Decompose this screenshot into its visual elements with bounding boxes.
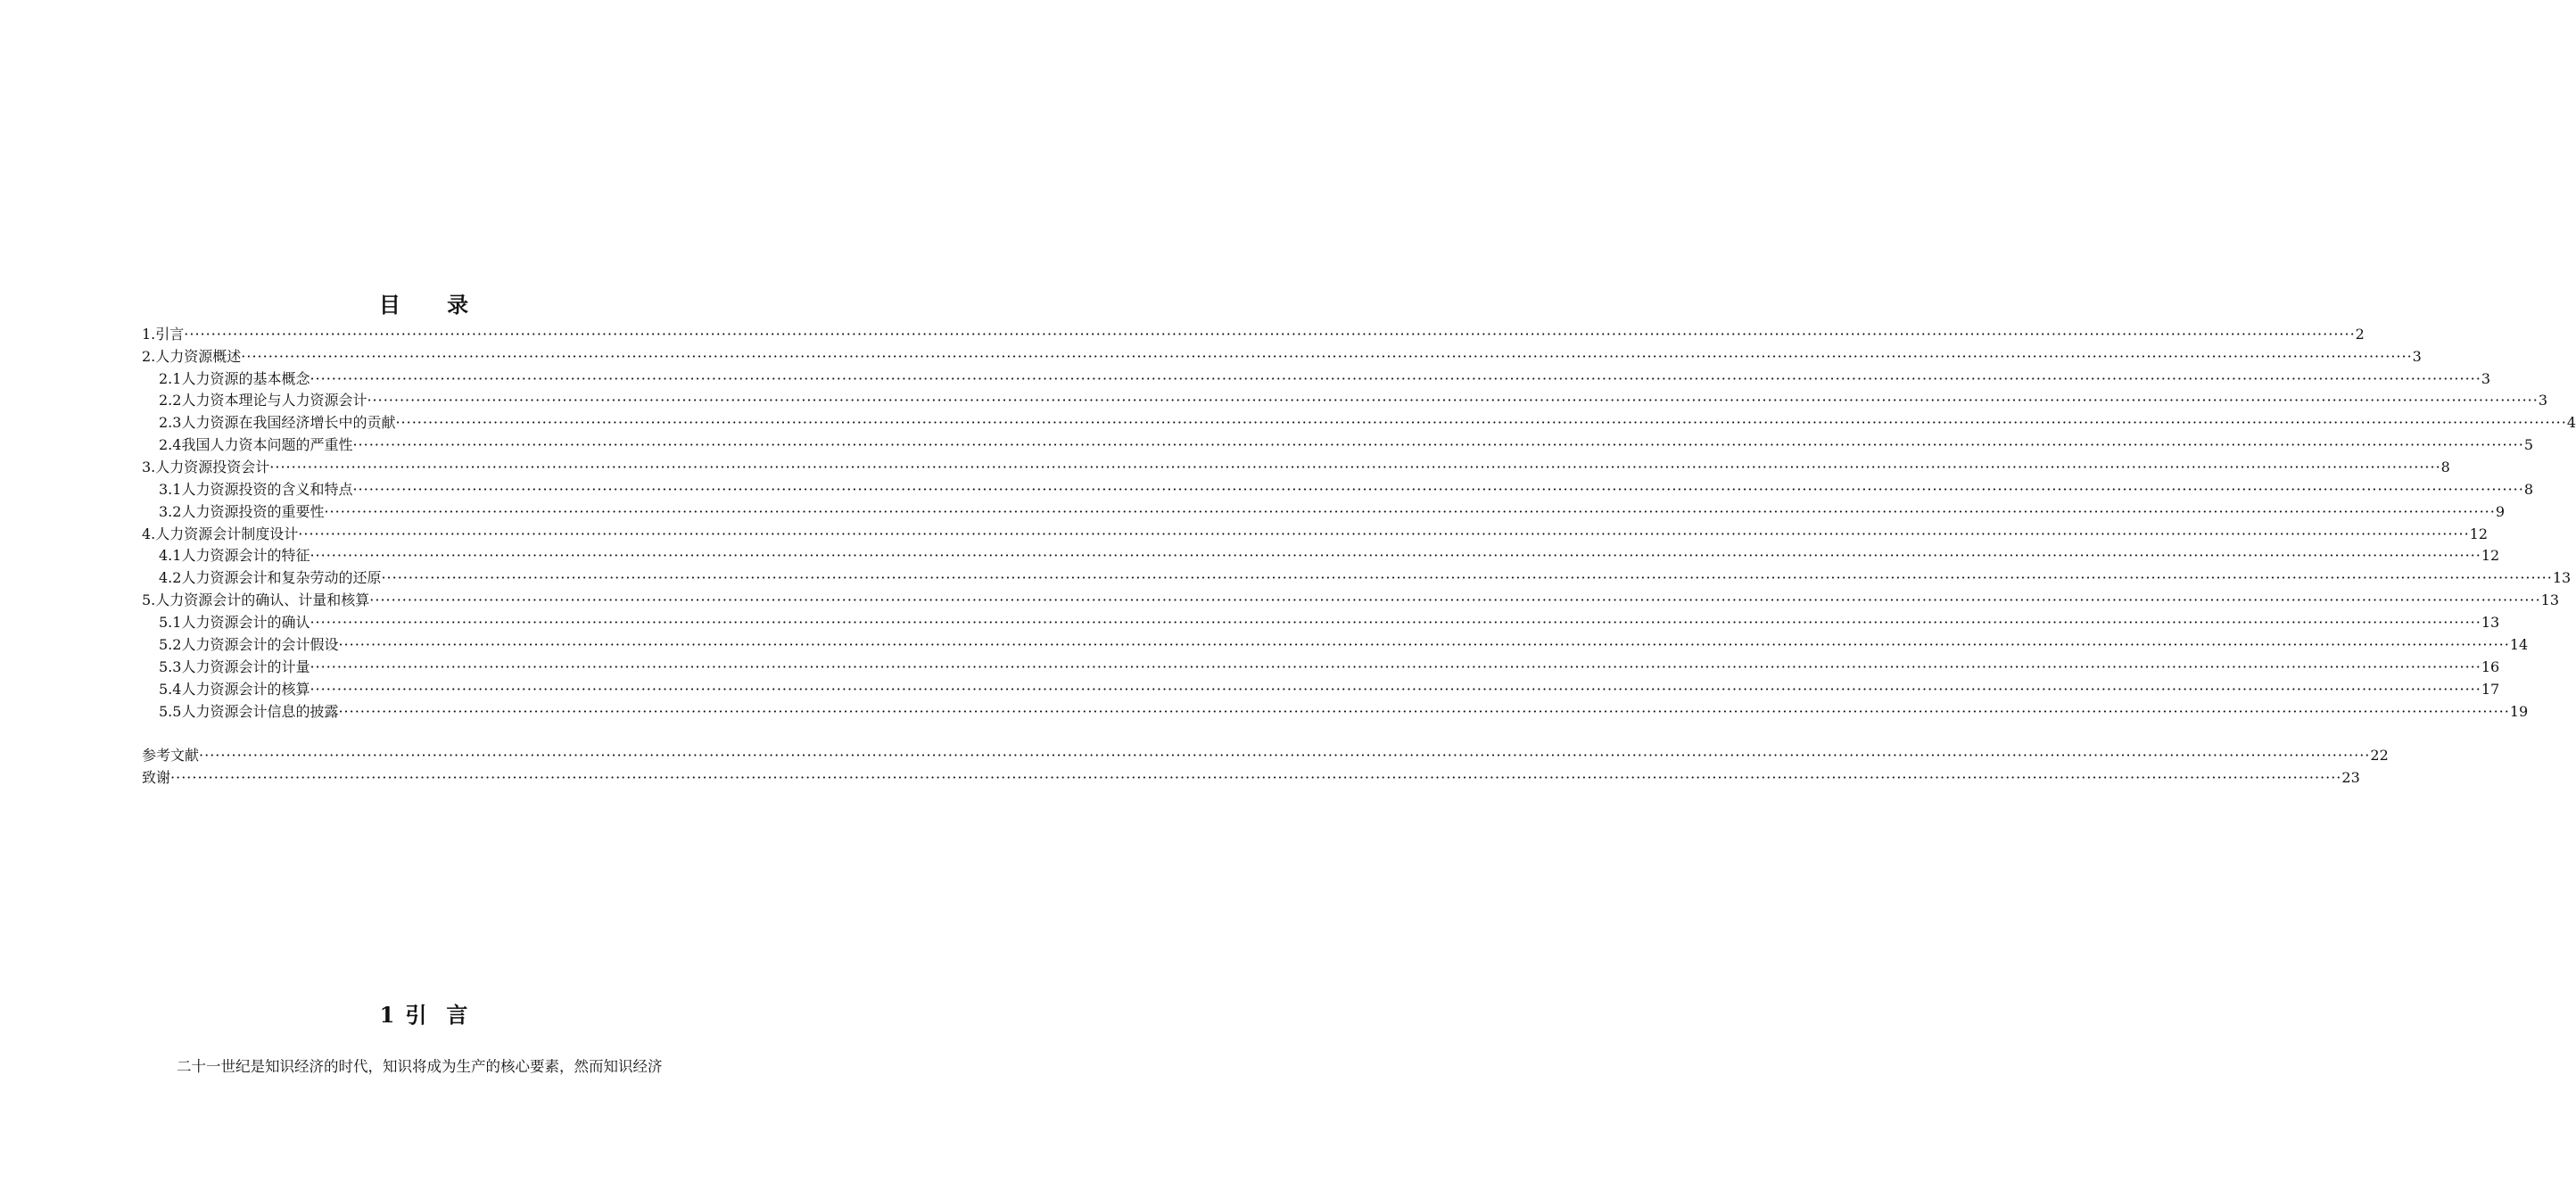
toc-entry-page: 2 bbox=[2355, 326, 2365, 343]
toc-entry-page: 4 bbox=[2566, 414, 2576, 431]
toc-entry-label: 2.4我国人力资本问题的严重性 bbox=[159, 436, 353, 453]
toc-entry-page: 3 bbox=[2481, 370, 2491, 387]
toc-entry[interactable] bbox=[159, 680, 2500, 699]
toc-dot-leader: ················································································································································································································································································································································································································ bbox=[381, 569, 2553, 586]
toc-dot-leader: ················································································································································································································································································································································································································ bbox=[369, 591, 2541, 608]
toc-entry-page: 3 bbox=[2538, 392, 2548, 409]
toc-entry-label: 5.3人力资源会计的计量 bbox=[159, 658, 310, 675]
toc-dot-leader: ················································································································································································································································································································································································································ bbox=[310, 681, 2481, 698]
body-paragraph: 二十一世纪是知识经济的时代，知识将成为生产的核心要素，然而知识经济 bbox=[177, 1058, 663, 1075]
toc-dot-leader: ················································································································································································································································································································································································································ bbox=[184, 326, 2356, 343]
toc-dot-leader: ················································································································································································································································································································································································································ bbox=[338, 703, 2510, 720]
toc-entry[interactable] bbox=[142, 347, 2422, 367]
toc-entry-label: 4.2人力资源会计和复杂劳动的还原 bbox=[159, 569, 382, 586]
toc-entry[interactable] bbox=[142, 525, 2489, 544]
toc-dot-leader: ················································································································································································································································································································································································································ bbox=[298, 525, 2470, 542]
toc-entry-label: 2.1人力资源的基本概念 bbox=[159, 370, 310, 387]
toc-dot-leader: ················································································································································································································································································································································································································ bbox=[269, 459, 2441, 475]
toc-entry-page: 12 bbox=[2481, 547, 2500, 564]
toc-dot-leader: ················································································································································································································································································································································································································ bbox=[352, 436, 2524, 453]
toc-entry[interactable] bbox=[159, 391, 2548, 410]
toc-entry[interactable] bbox=[159, 435, 2534, 455]
toc-entry-page: 13 bbox=[2540, 591, 2560, 608]
toc-entry-page: 14 bbox=[2509, 636, 2529, 653]
toc-entry[interactable] bbox=[159, 657, 2500, 677]
section-number: 1 bbox=[379, 1002, 395, 1028]
toc-title: 目 录 bbox=[378, 292, 489, 318]
toc-dot-leader: ················································································································································································································································································································································································································ bbox=[170, 769, 2342, 786]
toc-entry-label: 5.2人力资源会计的会计假设 bbox=[159, 636, 339, 653]
toc-dot-leader: ················································································································································································································································································································································································································ bbox=[310, 614, 2481, 631]
toc-entry-label: 2.人力资源概述 bbox=[142, 348, 242, 365]
toc-entry[interactable] bbox=[142, 325, 2365, 344]
section-title-part1: 引 bbox=[405, 1002, 427, 1028]
toc-entry-page: 8 bbox=[2523, 481, 2534, 498]
toc-entry-label: 4.1人力资源会计的特征 bbox=[159, 547, 310, 564]
toc-entry[interactable] bbox=[159, 502, 2506, 522]
toc-entry-label: 1.引言 bbox=[142, 326, 185, 343]
toc-entry-page: 16 bbox=[2481, 658, 2500, 675]
toc-entry-page: 19 bbox=[2509, 703, 2529, 720]
toc-entry[interactable] bbox=[142, 746, 2389, 765]
toc-entry-label: 2.3人力资源在我国经济增长中的贡献 bbox=[159, 414, 396, 431]
toc-entry-page: 23 bbox=[2341, 769, 2360, 786]
toc-entry[interactable] bbox=[159, 413, 2576, 433]
toc-entry[interactable] bbox=[159, 613, 2500, 633]
toc-dot-leader: ················································································································································································································································································································································································································ bbox=[310, 370, 2481, 387]
toc-entry-label: 2.2人力资本理论与人力资源会计 bbox=[159, 392, 367, 409]
toc-entry-page: 13 bbox=[2481, 614, 2500, 631]
toc-entry[interactable] bbox=[159, 635, 2529, 655]
section-heading bbox=[0, 997, 847, 1029]
toc-entry-page: 3 bbox=[2412, 348, 2422, 365]
toc-entry-page: 22 bbox=[2370, 747, 2389, 764]
toc-dot-leader: ················································································································································································································································································································································································································ bbox=[367, 392, 2539, 409]
toc-entry-label: 5.5人力资源会计信息的披露 bbox=[159, 703, 339, 720]
toc-dot-leader: ················································································································································································································································································································································································································ bbox=[395, 414, 2567, 431]
toc-entry-label: 3.人力资源投资会计 bbox=[142, 459, 270, 475]
toc-entry-page: 5 bbox=[2523, 436, 2534, 453]
toc-entry-label: 致谢 bbox=[142, 769, 171, 786]
toc-dot-leader: ················································································································································································································································································································································································································ bbox=[310, 547, 2481, 564]
toc-entry[interactable] bbox=[159, 546, 2500, 566]
toc-entry[interactable] bbox=[159, 702, 2529, 722]
toc-entry-label: 5.人力资源会计的确认、计量和核算 bbox=[142, 591, 370, 608]
toc-entry-page: 12 bbox=[2469, 525, 2489, 542]
toc-entry-label: 参考文献 bbox=[142, 747, 200, 764]
toc-entry-label: 5.1人力资源会计的确认 bbox=[159, 614, 310, 631]
toc-dot-leader: ················································································································································································································································································································································································································ bbox=[241, 348, 2413, 365]
toc-entry[interactable] bbox=[159, 369, 2491, 389]
toc-entry[interactable] bbox=[142, 591, 2560, 610]
toc-entry-page: 9 bbox=[2495, 503, 2506, 520]
toc-dot-leader: ················································································································································································································································································································································································································ bbox=[338, 636, 2510, 653]
toc-entry[interactable] bbox=[159, 480, 2534, 500]
section-title-part2: 言 bbox=[446, 1002, 468, 1028]
toc-entry-label: 3.2人力资源投资的重要性 bbox=[159, 503, 325, 520]
toc-entry[interactable] bbox=[142, 768, 2360, 788]
toc-entry[interactable] bbox=[142, 458, 2450, 477]
toc-dot-leader: ················································································································································································································································································································································································································ bbox=[352, 481, 2524, 498]
toc-dot-leader: ················································································································································································································································································································································································································ bbox=[310, 658, 2481, 675]
toc-entry-page: 8 bbox=[2440, 459, 2450, 475]
toc-entry-label: 3.1人力资源投资的含义和特点 bbox=[159, 481, 353, 498]
toc-entry-label: 5.4人力资源会计的核算 bbox=[159, 681, 310, 698]
toc-entry-page: 17 bbox=[2481, 681, 2500, 698]
toc-dot-leader: ················································································································································································································································································································································································································ bbox=[199, 747, 2371, 764]
toc-entry-label: 4.人力资源会计制度设计 bbox=[142, 525, 299, 542]
toc-entry-page: 13 bbox=[2552, 569, 2572, 586]
toc-dot-leader: ················································································································································································································································································································································································································ bbox=[324, 503, 2496, 520]
toc-entry[interactable] bbox=[159, 568, 2572, 588]
